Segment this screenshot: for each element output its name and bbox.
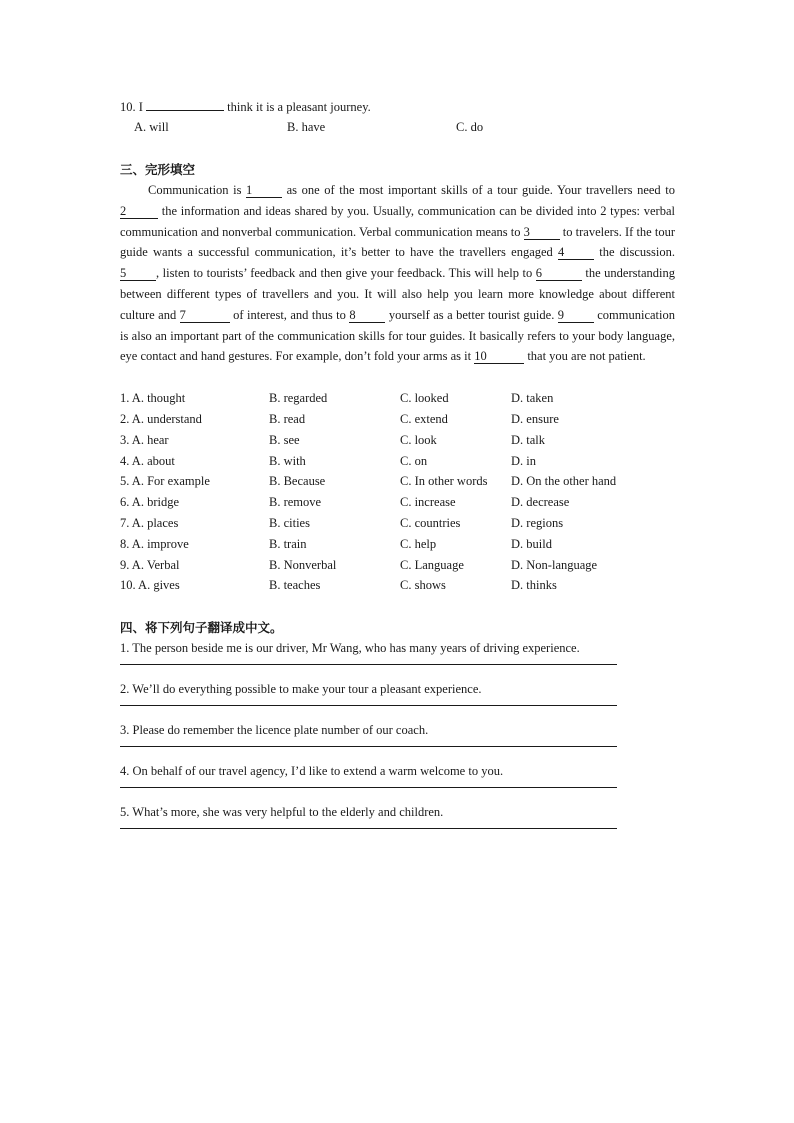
question-10-stem bbox=[120, 96, 675, 117]
choice-6-b[interactable]: B. remove bbox=[269, 495, 322, 510]
answer-line-5[interactable] bbox=[120, 828, 617, 829]
section-4-title: 四、将下列句子翻译成中文。 bbox=[120, 620, 283, 636]
choice-5-b[interactable]: B. Because bbox=[269, 474, 326, 489]
section-3-title: 三、完形填空 bbox=[120, 162, 196, 177]
option-c[interactable]: C. do bbox=[456, 120, 484, 134]
passage-text: communication is also an important part of the communication skills for tour guides. It basically refers to your body language, eye contact and hand gestures. For example, don’t fold your arms as it bbox=[120, 307, 675, 364]
choice-10-a[interactable]: 10. A. gives bbox=[120, 578, 180, 593]
cloze-blank-4[interactable]: 4 bbox=[558, 245, 594, 260]
translation-sentence-2: 2. We’ll do everything possible to make your tour a pleasant experience. bbox=[120, 682, 482, 697]
choice-1-c[interactable]: C. looked bbox=[400, 391, 449, 406]
question-10-options bbox=[120, 117, 675, 138]
passage-text: , listen to tourists’ feedback and then give your feedback. This will help to bbox=[156, 266, 536, 281]
answer-line-1[interactable] bbox=[120, 664, 617, 665]
cloze-blank-8[interactable]: 8 bbox=[349, 308, 385, 323]
choice-10-c[interactable]: C. shows bbox=[400, 578, 446, 593]
question-10-blank[interactable] bbox=[146, 96, 224, 111]
choice-9-b[interactable]: B. Nonverbal bbox=[269, 557, 337, 572]
choice-5-c[interactable]: C. In other words bbox=[400, 474, 488, 489]
answer-line-3[interactable] bbox=[120, 746, 617, 747]
cloze-blank-2[interactable]: 2 bbox=[120, 204, 158, 219]
choice-3-d[interactable]: D. talk bbox=[511, 432, 546, 447]
choice-3-a[interactable]: 3. A. hear bbox=[120, 432, 169, 447]
passage-text: the understanding between different types of travellers and you. It will also help you learn more knowledge about different culture and bbox=[120, 266, 676, 322]
choice-4-c[interactable]: C. on bbox=[400, 453, 428, 468]
choice-2-d[interactable]: D. ensure bbox=[511, 411, 559, 426]
translation-list bbox=[120, 638, 675, 829]
answer-line-4[interactable] bbox=[120, 787, 617, 788]
choice-9-d[interactable]: D. Non-language bbox=[511, 557, 598, 572]
choice-1-d[interactable]: D. taken bbox=[511, 391, 554, 406]
passage-text: of interest, and thus to bbox=[229, 307, 350, 322]
cloze-blank-9[interactable]: 9 bbox=[558, 308, 594, 323]
choice-2-c[interactable]: C. extend bbox=[400, 411, 448, 426]
passage-text: Communication is bbox=[148, 183, 247, 197]
choice-10-b[interactable]: B. teaches bbox=[269, 578, 321, 593]
choice-8-d[interactable]: D. build bbox=[511, 536, 552, 551]
cloze-blank-7[interactable]: 7 bbox=[180, 308, 230, 323]
choice-5-d[interactable]: D. On the other hand bbox=[511, 474, 617, 489]
translation-sentence-1: 1. The person beside me is our driver, Mr Wang, who has many years of driving experience. bbox=[120, 641, 580, 656]
passage-text: the information and ideas shared by you. Usually, communication can be divided into 2 types: verbal communication and nonverbal communication. Verbal communication means to bbox=[120, 203, 675, 239]
cloze-choices bbox=[120, 388, 675, 596]
cloze-blank-1[interactable]: 1 bbox=[246, 183, 282, 198]
choice-4-b[interactable]: B. with bbox=[269, 453, 306, 468]
answer-line-2[interactable] bbox=[120, 705, 617, 706]
question-10-suffix: think it is a pleasant journey. bbox=[224, 100, 371, 114]
choice-10-d[interactable]: D. thinks bbox=[511, 578, 557, 593]
passage-text: yourself as a better tourist guide. bbox=[385, 307, 558, 322]
question-10-prefix: 10. I bbox=[120, 100, 147, 114]
cloze-blank-10[interactable]: 10 bbox=[474, 349, 524, 364]
choice-2-a[interactable]: 2. A. understand bbox=[120, 411, 202, 426]
choice-6-d[interactable]: D. decrease bbox=[511, 495, 570, 510]
cloze-blank-6[interactable]: 6 bbox=[536, 266, 582, 281]
cloze-blank-3[interactable]: 3 bbox=[524, 225, 560, 240]
passage-text: that you are not patient. bbox=[524, 349, 646, 364]
option-a[interactable]: A. will bbox=[134, 120, 169, 134]
choice-8-b[interactable]: B. train bbox=[269, 536, 307, 551]
choice-7-c[interactable]: C. countries bbox=[400, 515, 461, 530]
cloze-blank-5[interactable]: 5 bbox=[120, 266, 156, 281]
choice-4-d[interactable]: D. in bbox=[511, 453, 536, 468]
worksheet-page bbox=[120, 96, 675, 843]
choice-6-a[interactable]: 6. A. bridge bbox=[120, 495, 180, 510]
choice-8-c[interactable]: C. help bbox=[400, 536, 437, 551]
translation-sentence-5: 5. What’s more, she was very helpful to the elderly and children. bbox=[120, 805, 444, 820]
cloze-passage bbox=[120, 180, 675, 367]
passage-text: as one of the most important skills of a tour guide. Your travellers need to bbox=[282, 183, 675, 197]
choice-6-c[interactable]: C. increase bbox=[400, 495, 456, 510]
passage-text: to travelers. If the tour guide wants a successful communication, it’s better to have the travellers engaged bbox=[120, 224, 675, 260]
choice-1-a[interactable]: 1. A. thought bbox=[120, 391, 186, 406]
choice-9-a[interactable]: 9. A. Verbal bbox=[120, 557, 180, 572]
choice-3-b[interactable]: B. see bbox=[269, 432, 300, 447]
choice-2-b[interactable]: B. read bbox=[269, 411, 306, 426]
choice-1-b[interactable]: B. regarded bbox=[269, 391, 328, 406]
choice-7-d[interactable]: D. regions bbox=[511, 515, 564, 530]
translation-sentence-4: 4. On behalf of our travel agency, I’d like to extend a warm welcome to you. bbox=[120, 764, 504, 779]
choice-9-c[interactable]: C. Language bbox=[400, 557, 464, 572]
choice-8-a[interactable]: 8. A. improve bbox=[120, 536, 189, 551]
choice-4-a[interactable]: 4. A. about bbox=[120, 453, 175, 468]
choice-5-a[interactable]: 5. A. For example bbox=[120, 474, 210, 489]
option-b[interactable]: B. have bbox=[287, 120, 326, 134]
passage-text: the discussion. bbox=[594, 245, 676, 260]
choice-7-b[interactable]: B. cities bbox=[269, 515, 310, 530]
translation-sentence-3: 3. Please do remember the licence plate number of our coach. bbox=[120, 723, 429, 738]
choice-7-a[interactable]: 7. A. places bbox=[120, 515, 179, 530]
choice-3-c[interactable]: C. look bbox=[400, 432, 437, 447]
